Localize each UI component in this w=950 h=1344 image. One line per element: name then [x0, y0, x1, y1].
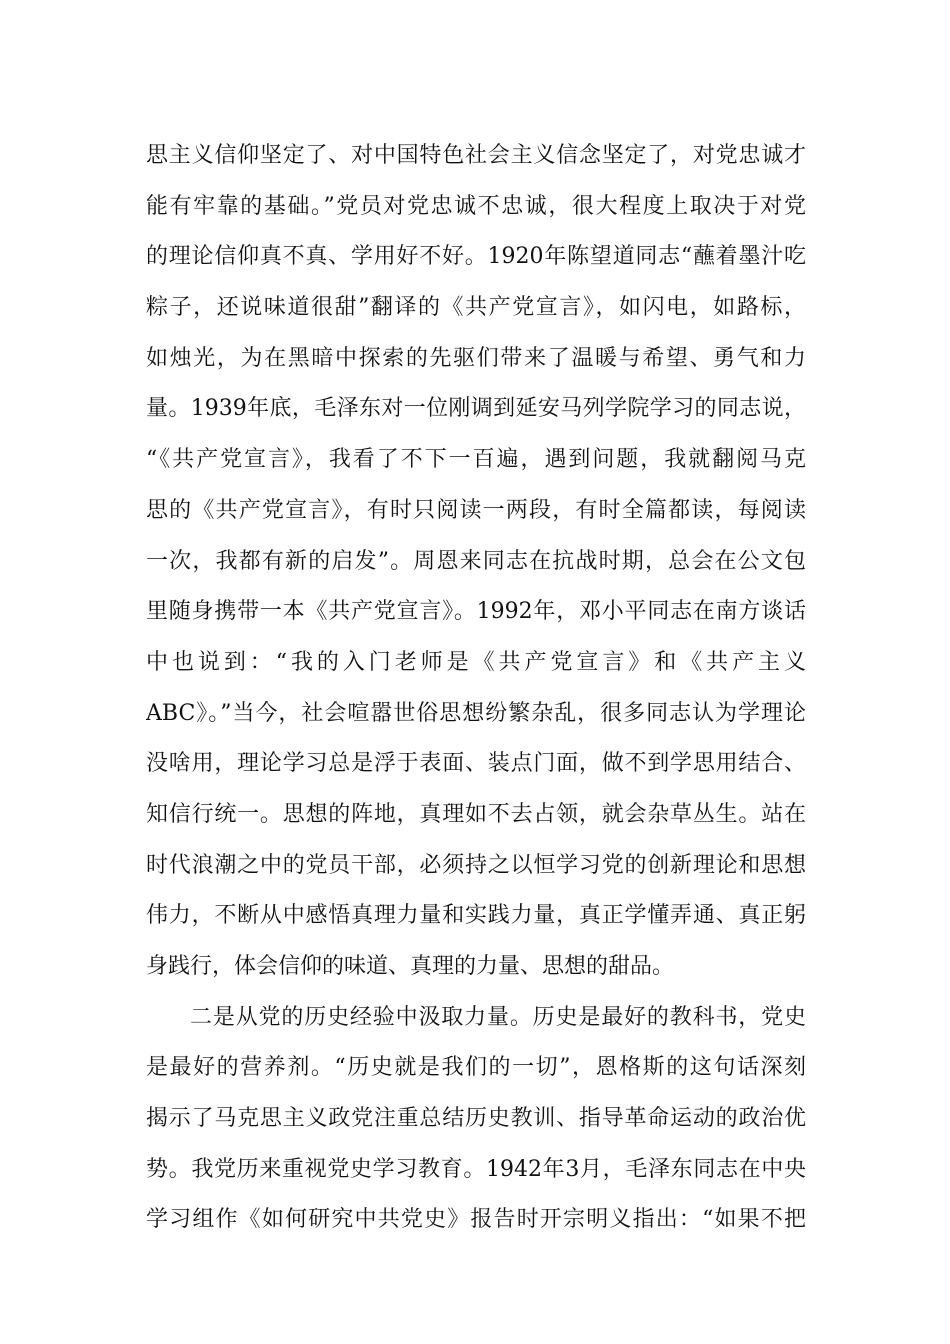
- paragraph-last-line: 身践行，体会信仰的味道、真理的力量、思想的甜品。: [146, 954, 675, 979]
- text-line: 的理论信仰真不真、学用好不好。1920年陈望道同志“蘸着墨汁吃: [146, 244, 806, 270]
- text-line: 里随身携带一本《共产党宣言》。1992年，邓小平同志在南方谈话: [146, 599, 806, 625]
- text-line: 一次，我都有新的启发”。周恩来同志在抗战时期，总会在公文包: [146, 548, 806, 574]
- text-line: 粽子，还说味道很甜”翻译的《共产党宣言》，如闪电，如路标，: [146, 295, 806, 321]
- text-line: 思主义信仰坚定了、对中国特色社会主义信念坚定了，对党忠诚才: [146, 143, 806, 168]
- body-text: [146, 131, 806, 1246]
- paragraph-first-line: 二是从党的历史经验中汲取力量。历史是最好的教科书，党史: [190, 1004, 806, 1030]
- text-line: 量。1939年底，毛泽东对一位刚调到延安马列学院学习的同志说，: [146, 396, 806, 422]
- text-line: 如烛光，为在黑暗中探索的先驱们带来了温暖与希望、勇气和力: [146, 345, 806, 371]
- text-line: 能有牢靠的基础。”党员对党忠诚不忠诚，很大程度上取决于对党: [146, 193, 806, 219]
- text-line: 揭示了马克思主义政党注重总结历史教训、指导革命运动的政治优: [146, 1106, 806, 1132]
- text-line: 伟力，不断从中感悟真理力量和实践力量，真正学懂弄通、真正躬: [146, 903, 806, 929]
- text-line: 没啥用，理论学习总是浮于表面、装点门面，做不到学思用结合、: [146, 751, 806, 777]
- text-line: 是最好的营养剂。“历史就是我们的一切”，恩格斯的这句话深刻: [146, 1055, 806, 1081]
- text-line: 学习组作《如何研究中共党史》报告时开宗明义指出：“如果不把: [146, 1207, 806, 1233]
- text-line: ABC》。”当今，社会喧嚣世俗思想纷繁杂乱，很多同志认为学理论: [146, 700, 806, 726]
- text-line: 势。我党历来重视党史学习教育。1942年3月，毛泽东同志在中央: [146, 1156, 806, 1182]
- text-line: “《共产党宣言》，我看了不下一百遍，遇到问题，我就翻阅马克: [146, 447, 806, 473]
- text-line: 中也说到：“我的入门老师是《共产党宣言》和《共产主义: [146, 649, 806, 675]
- text-line: 知信行统一。思想的阵地，真理如不去占领，就会杂草丛生。站在: [146, 801, 806, 827]
- text-line: 思的《共产党宣言》，有时只阅读一两段，有时全篇都读，每阅读: [146, 497, 806, 523]
- text-line: 时代浪潮之中的党员干部，必须持之以恒学习党的创新理论和思想: [146, 852, 806, 878]
